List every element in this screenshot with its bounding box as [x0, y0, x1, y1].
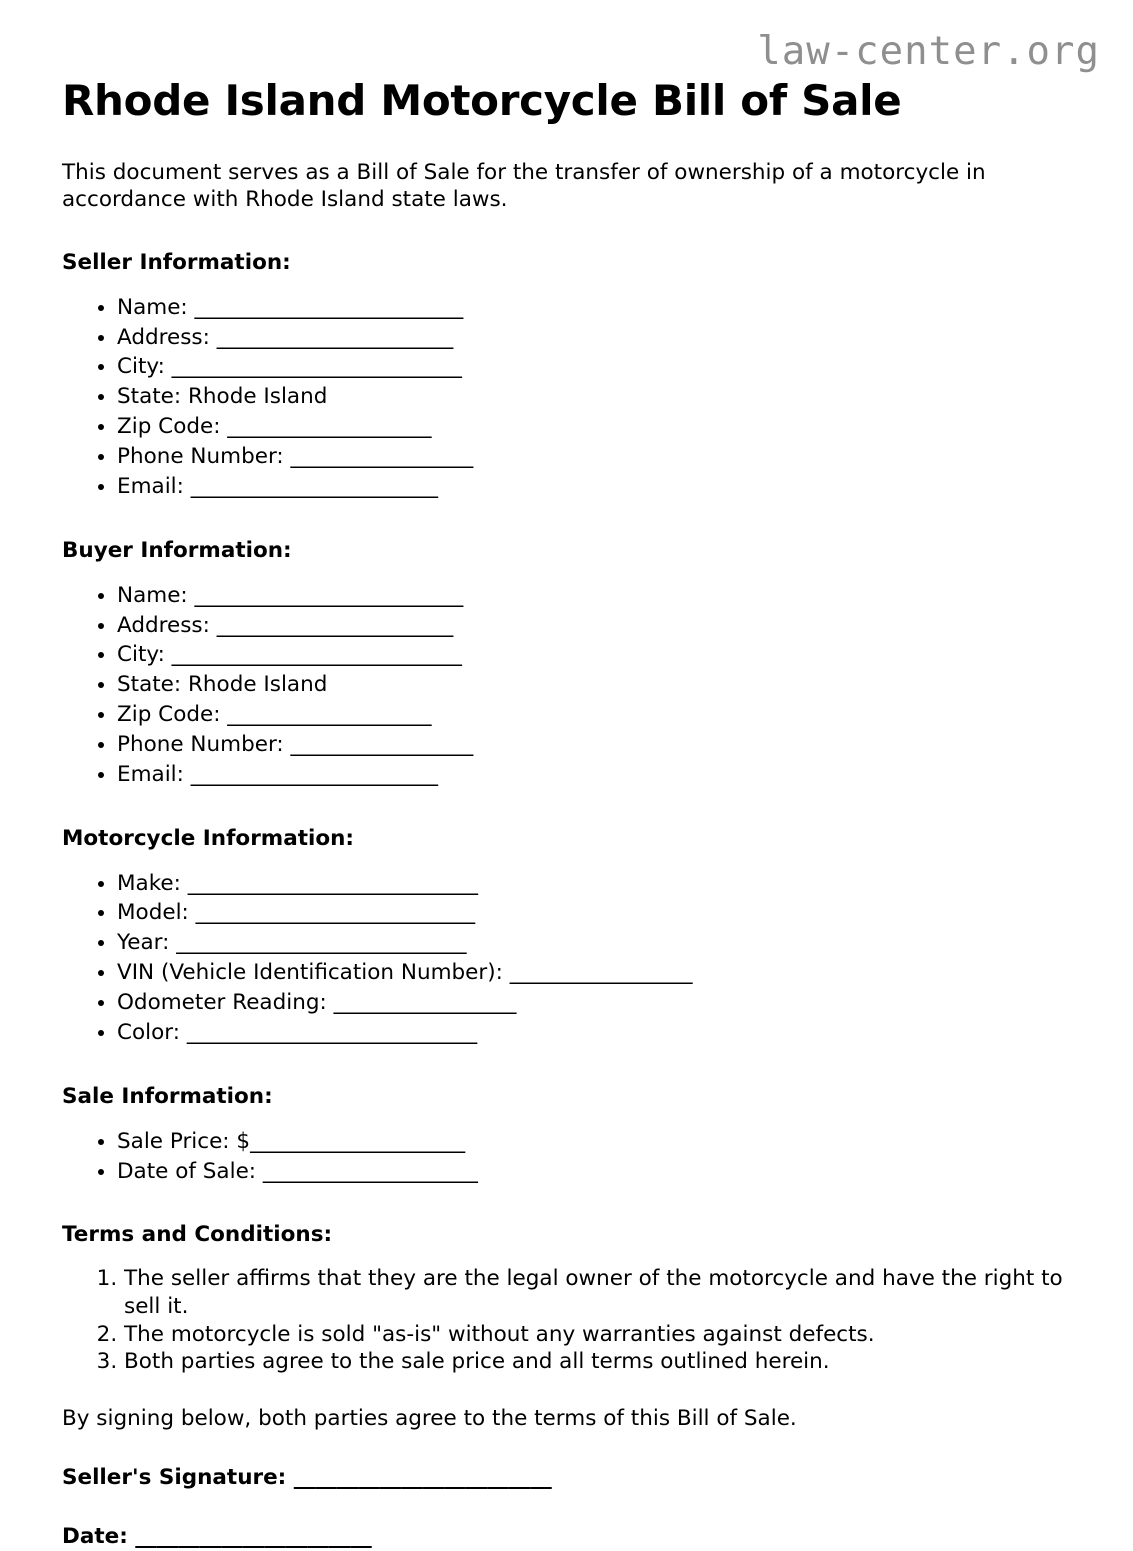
motorcycle-information-heading: Motorcycle Information: [62, 825, 355, 851]
list-item: • Name: _________________________ [117, 581, 1071, 611]
list-item: • Odometer Reading: _________________ [117, 988, 1071, 1018]
list-item: 1. The seller affirms that they are the legal owner of the motorcycle and have the right to sell it. [124, 1265, 1071, 1320]
intro-paragraph: This document serves as a Bill of Sale for the transfer of ownership of a motorcycle in accordance with Rhode Island state laws. [62, 160, 986, 213]
list-item: • City: ___________________________ [117, 640, 1071, 670]
signature-date-field: Date: ______________________ [62, 1523, 372, 1549]
buyer-information-list [62, 564, 1071, 790]
list-item: • Phone Number: _________________ [117, 442, 1071, 472]
buyer-information-heading: Buyer Information: [62, 537, 292, 563]
list-item: • Zip Code: ___________________ [117, 700, 1071, 730]
list-item: • State: Rhode Island [117, 670, 1071, 700]
list-item: • Zip Code: ___________________ [117, 412, 1071, 442]
terms-and-conditions-list [62, 1248, 1071, 1376]
list-item: • Model: __________________________ [117, 898, 1071, 928]
terms-and-conditions-heading: Terms and Conditions: [62, 1222, 333, 1248]
list-item: • Make: ___________________________ [117, 869, 1071, 899]
list-item: 2. The motorcycle is sold "as-is" without any warranties against defects. [124, 1321, 1071, 1349]
site-watermark: law-center.org [757, 29, 1100, 74]
list-item: • Color: ___________________________ [117, 1018, 1071, 1048]
list-item: • Address: ______________________ [117, 611, 1071, 641]
seller-signature-field: Seller's Signature: ________________________ [62, 1464, 552, 1490]
list-item: • Address: ______________________ [117, 323, 1071, 353]
sale-information-heading: Sale Information: [62, 1083, 273, 1109]
list-item: • Name: _________________________ [117, 293, 1071, 323]
motorcycle-information-list [62, 852, 1071, 1048]
list-item: • Phone Number: _________________ [117, 730, 1071, 760]
list-item: • Sale Price: $____________________ [117, 1127, 1071, 1157]
list-item: • Date of Sale: ____________________ [117, 1157, 1071, 1187]
agreement-statement: By signing below, both parties agree to the terms of this Bill of Sale. [62, 1406, 797, 1432]
page-title: Rhode Island Motorcycle Bill of Sale [62, 76, 902, 125]
list-item: • VIN (Vehicle Identification Number): _________________ [117, 958, 1071, 988]
sale-information-list [62, 1110, 1071, 1187]
list-item: • Email: _______________________ [117, 472, 1071, 502]
list-item: • Email: _______________________ [117, 760, 1071, 790]
list-item: • Year: ___________________________ [117, 928, 1071, 958]
seller-information-list [62, 276, 1071, 502]
list-item: • State: Rhode Island [117, 382, 1071, 412]
list-item: • City: ___________________________ [117, 352, 1071, 382]
list-item: 3. Both parties agree to the sale price and all terms outlined herein. [124, 1348, 1071, 1376]
seller-information-heading: Seller Information: [62, 249, 291, 275]
